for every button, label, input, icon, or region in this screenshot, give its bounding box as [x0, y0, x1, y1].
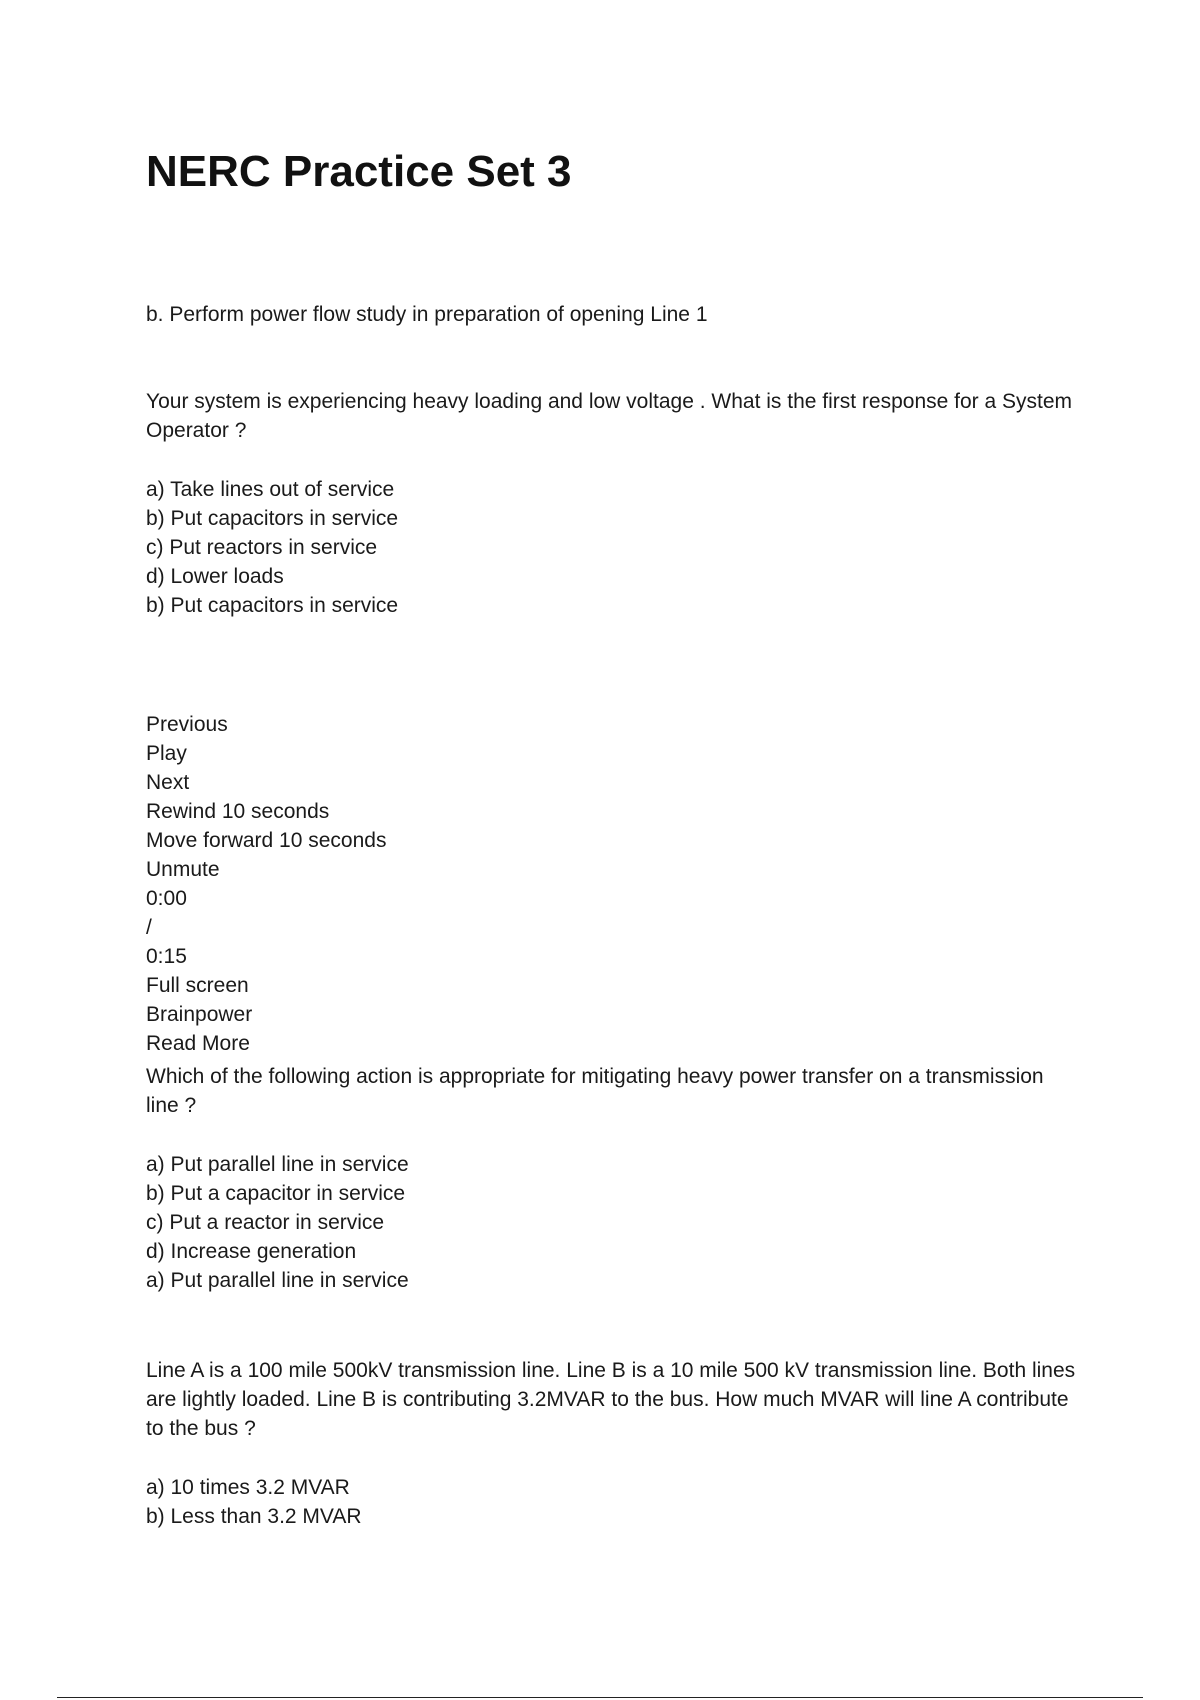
- previous-button[interactable]: Previous: [146, 713, 228, 736]
- option-item: a) 10 times 3.2 MVAR: [146, 1476, 350, 1499]
- question-1: [146, 387, 1076, 445]
- option-item: a) Put parallel line in service: [146, 1153, 409, 1176]
- time-separator: /: [146, 916, 152, 939]
- option-item: b) Less than 3.2 MVAR: [146, 1505, 362, 1528]
- fullscreen-button[interactable]: Full screen: [146, 974, 249, 997]
- current-time: 0:00: [146, 887, 187, 910]
- unmute-button[interactable]: Unmute: [146, 858, 220, 881]
- option-item: c) Put reactors in service: [146, 536, 378, 559]
- question-3-text: Line A is a 100 mile 500kV transmission line. Line B is a 10 mile 500 kV transmission line. Both lines are lightly loaded. Line B is contributing 3.2MVAR to the bus. How much MVAR will line A contribute to the bus ?: [146, 1359, 1076, 1440]
- option-item: b) Put a capacitor in service: [146, 1182, 406, 1205]
- option-item: d) Increase generation: [146, 1240, 357, 1263]
- duration: 0:15: [146, 945, 187, 968]
- question-2: [146, 1062, 1076, 1120]
- footer-divider: [57, 1697, 1143, 1698]
- play-button[interactable]: Play: [146, 742, 187, 765]
- question-3-options: [146, 1473, 1076, 1531]
- option-item: a) Take lines out of service: [146, 478, 395, 501]
- question-2-answer: a) Put parallel line in service: [146, 1269, 409, 1292]
- page-title: NERC Practice Set 3: [146, 147, 572, 196]
- rewind-button[interactable]: Rewind 10 seconds: [146, 800, 330, 823]
- next-button[interactable]: Next: [146, 771, 190, 794]
- brand-link[interactable]: Brainpower: [146, 1003, 253, 1026]
- video-player-controls: [146, 710, 1076, 1058]
- question-2-text: Which of the following action is appropriate for mitigating heavy power transfer on a transmission line ?: [146, 1065, 1044, 1117]
- option-item: d) Lower loads: [146, 565, 284, 588]
- question-1-answer: b) Put capacitors in service: [146, 594, 399, 617]
- option-item: b) Put capacitors in service: [146, 507, 399, 530]
- question-1-text: Your system is experiencing heavy loading and low voltage . What is the first response for a System Operator ?: [146, 390, 1073, 442]
- previous-answer-text: b. Perform power flow study in preparation of opening Line 1: [146, 303, 708, 326]
- question-1-options: [146, 475, 1076, 620]
- option-item: c) Put a reactor in service: [146, 1211, 385, 1234]
- previous-answer: [146, 300, 1076, 329]
- read-more-link[interactable]: Read More: [146, 1032, 250, 1055]
- question-2-options: [146, 1150, 1076, 1295]
- forward-button[interactable]: Move forward 10 seconds: [146, 829, 387, 852]
- question-3: [146, 1356, 1076, 1443]
